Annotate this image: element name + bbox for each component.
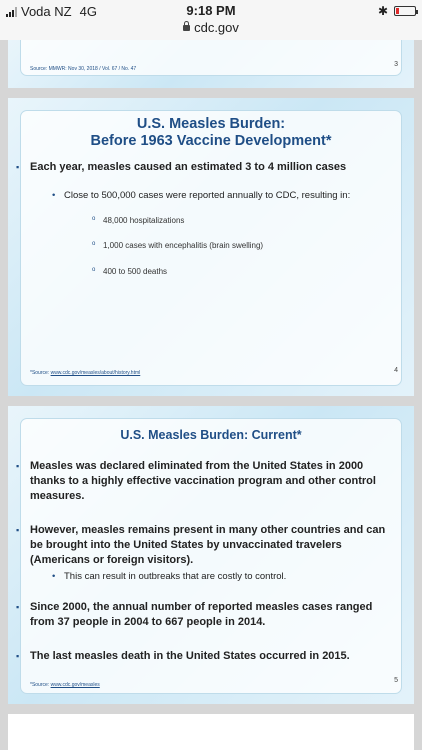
address-bar[interactable] [0, 20, 422, 35]
slide-3-number: 3 [394, 61, 398, 68]
slide-4-detail-2: o 1,000 cases with encephalitis (brain swelling) [103, 241, 263, 250]
slide-4-number: 4 [394, 367, 398, 374]
slide-4-detail-3: o 400 to 500 deaths [103, 267, 167, 276]
slide-3-source: Source: MMWR: Nov 30, 2018 / Vol. 67 / No. 47 [30, 66, 137, 72]
slide-5-bullet-4: ▪ The last measles death in the United States occurred in 2015. [30, 649, 394, 664]
slide-5 [8, 406, 414, 704]
browser-top-bar [0, 0, 422, 40]
lock-icon [183, 25, 190, 31]
slide-5-bullet-3: ▪ Since 2000, the annual number of reported measles cases ranged from 37 people in 2004 to 667 people in 2014. [30, 600, 394, 630]
slide-4-source: *Source: www.cdc.gov/measles/about/history.html [30, 370, 141, 376]
slide-5-number: 5 [394, 677, 398, 684]
battery-icon [394, 6, 416, 16]
slide-4-subbullet-1: • Close to 500,000 cases were reported annually to CDC, resulting in: [64, 189, 404, 202]
slide-5-subbullet-2: • This can result in outbreaks that are costly to control. [64, 570, 404, 583]
network-type: 4G [79, 4, 97, 19]
slide-4-detail-1: o 48,000 hospitalizations [103, 216, 184, 225]
bluetooth-icon: ✱ [377, 4, 388, 18]
slide-4-source-link[interactable]: www.cdc.gov/measles/about/history.html [50, 370, 141, 376]
slide-6-partial [8, 714, 414, 750]
slide-4-bullet-1: ▪ Each year, measles caused an estimated 3 to 4 million cases [30, 160, 394, 175]
slide-5-source-link[interactable]: www.cdc.gov/measles [50, 682, 100, 688]
slide-5-source: *Source: www.cdc.gov/measles [30, 682, 100, 688]
url-text: cdc.gov [194, 20, 239, 35]
slide-4-title: U.S. Measles Burden: Before 1963 Vaccine Development* [90, 116, 332, 149]
slide-5-bullet-1: ▪ Measles was declared eliminated from the United States in 2000 thanks to a highly effective vaccination program and other control measures. [30, 459, 394, 504]
slide-3 [8, 40, 414, 88]
slide-4 [8, 98, 414, 396]
slide-5-title: U.S. Measles Burden: Current* [120, 428, 302, 442]
status-right [378, 4, 416, 18]
carrier-name: Voda NZ [21, 4, 72, 19]
slide-5-bullet-2: ▪ However, measles remains present in many other countries and can be brought into the United States by unvaccinated travelers (Americans or foreign visitors). [30, 523, 394, 568]
status-time: 9:18 PM [186, 3, 236, 18]
